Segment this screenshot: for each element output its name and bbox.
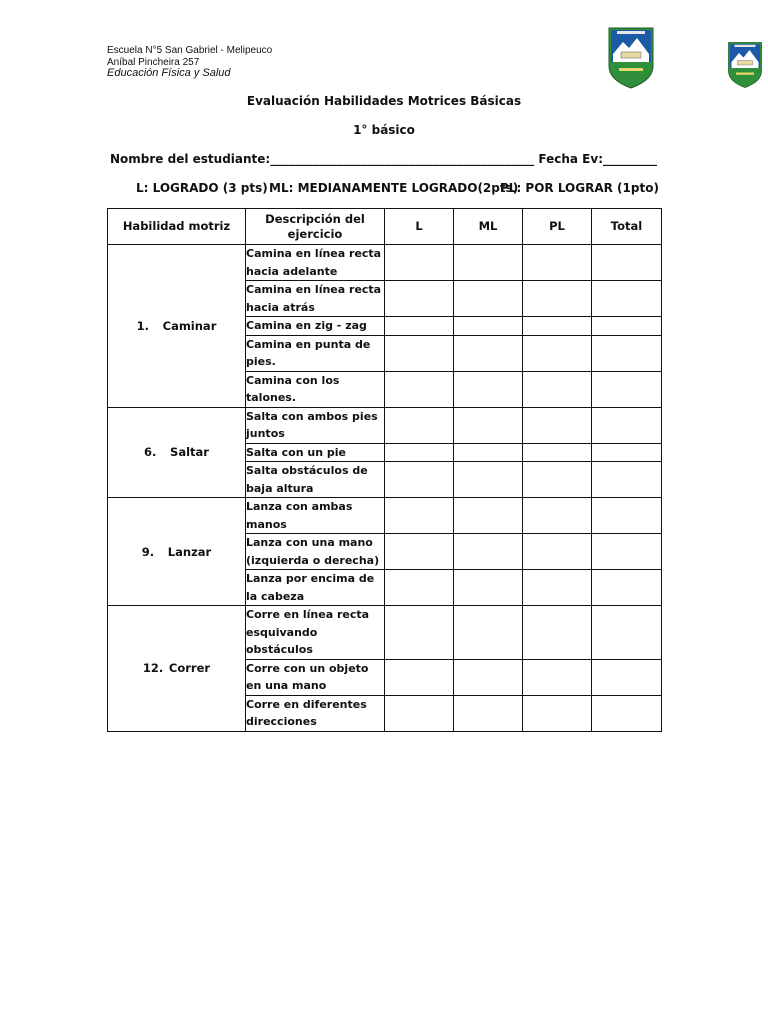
grade-level: 1° básico [353, 123, 415, 137]
header-total: Total [592, 209, 662, 245]
school-crest-icon [607, 26, 655, 90]
score-total-cell[interactable] [592, 371, 662, 407]
score-pl-cell[interactable] [523, 534, 592, 570]
score-l-cell[interactable] [385, 245, 454, 281]
exercise-description: Corre con un objeto en una mano [246, 659, 385, 695]
score-pl-cell[interactable] [523, 317, 592, 336]
score-ml-cell[interactable] [454, 245, 523, 281]
score-pl-cell[interactable] [523, 371, 592, 407]
legend-por-lograr: PL: POR LOGRAR (1pto) [500, 181, 659, 195]
score-pl-cell[interactable] [523, 245, 592, 281]
exercise-description: Lanza con ambas manos [246, 498, 385, 534]
score-total-cell[interactable] [592, 534, 662, 570]
skill-cell [108, 606, 246, 732]
score-pl-cell[interactable] [523, 443, 592, 462]
score-ml-cell[interactable] [454, 407, 523, 443]
school-name: Escuela N°5 San Gabriel - Melipeuco [107, 45, 273, 56]
header-l: L [385, 209, 454, 245]
skill-cell [108, 498, 246, 606]
score-total-cell[interactable] [592, 281, 662, 317]
skill-name: Correr [168, 661, 211, 676]
document-title: Evaluación Habilidades Motrices Básicas [246, 94, 522, 108]
score-ml-cell[interactable] [454, 570, 523, 606]
header-ml: ML [454, 209, 523, 245]
exercise-description: Camina en línea recta hacia adelante [246, 245, 385, 281]
legend-medianamente: ML: MEDIANAMENTE LOGRADO(2pts) [269, 181, 519, 195]
exercise-description: Salta con un pie [246, 443, 385, 462]
table-header-row [108, 209, 662, 245]
score-l-cell[interactable] [385, 695, 454, 731]
score-ml-cell[interactable] [454, 695, 523, 731]
exercise-description: Camina en línea recta hacia atrás [246, 281, 385, 317]
skill-name: Caminar [162, 318, 217, 333]
score-total-cell[interactable] [592, 659, 662, 695]
exercise-description: Camina en punta de pies. [246, 335, 385, 371]
skill-number: 9. [141, 544, 155, 559]
score-ml-cell[interactable] [454, 462, 523, 498]
score-pl-cell[interactable] [523, 407, 592, 443]
skill-cell [108, 245, 246, 408]
score-total-cell[interactable] [592, 443, 662, 462]
school-header [107, 45, 272, 80]
exercise-description: Lanza con una mano (izquierda o derecha) [246, 534, 385, 570]
school-crest-icon [727, 40, 763, 90]
score-l-cell[interactable] [385, 659, 454, 695]
score-total-cell[interactable] [592, 695, 662, 731]
table-row [108, 407, 662, 443]
exercise-description: Salta con ambos pies juntos [246, 407, 385, 443]
score-l-cell[interactable] [385, 606, 454, 660]
score-total-cell[interactable] [592, 407, 662, 443]
score-pl-cell[interactable] [523, 606, 592, 660]
score-l-cell[interactable] [385, 570, 454, 606]
score-pl-cell[interactable] [523, 695, 592, 731]
score-total-cell[interactable] [592, 498, 662, 534]
score-pl-cell[interactable] [523, 462, 592, 498]
score-total-cell[interactable] [592, 317, 662, 336]
score-ml-cell[interactable] [454, 659, 523, 695]
score-l-cell[interactable] [385, 317, 454, 336]
legend-logrado: L: LOGRADO (3 pts) [136, 181, 268, 195]
score-l-cell[interactable] [385, 462, 454, 498]
score-ml-cell[interactable] [454, 335, 523, 371]
score-pl-cell[interactable] [523, 281, 592, 317]
score-pl-cell[interactable] [523, 498, 592, 534]
score-pl-cell[interactable] [523, 659, 592, 695]
school-address: Aníbal Pincheira 257 [107, 56, 200, 68]
table-row [108, 606, 662, 660]
department-name: Educación Física y Salud [107, 67, 231, 79]
student-name-date-line: Nombre del estudiante:____________________________________________ Fecha Ev:_________ [110, 152, 657, 166]
header-description: Descripción del ejercicio [246, 209, 385, 245]
exercise-description: Camina en zig - zag [246, 317, 385, 336]
exercise-description: Lanza por encima de la cabeza [246, 570, 385, 606]
score-l-cell[interactable] [385, 498, 454, 534]
skill-name: Lanzar [167, 544, 212, 559]
score-total-cell[interactable] [592, 462, 662, 498]
score-l-cell[interactable] [385, 335, 454, 371]
score-pl-cell[interactable] [523, 570, 592, 606]
score-ml-cell[interactable] [454, 371, 523, 407]
evaluation-table [107, 208, 662, 732]
exercise-description: Salta obstáculos de baja altura [246, 462, 385, 498]
score-ml-cell[interactable] [454, 281, 523, 317]
exercise-description: Corre en diferentes direcciones [246, 695, 385, 731]
score-l-cell[interactable] [385, 443, 454, 462]
skill-number: 1. [136, 318, 149, 333]
score-ml-cell[interactable] [454, 443, 523, 462]
score-ml-cell[interactable] [454, 317, 523, 336]
score-ml-cell[interactable] [454, 534, 523, 570]
header-pl: PL [523, 209, 592, 245]
exercise-description: Camina con los talones. [246, 371, 385, 407]
score-total-cell[interactable] [592, 335, 662, 371]
skill-name: Saltar [170, 445, 209, 460]
score-l-cell[interactable] [385, 407, 454, 443]
score-ml-cell[interactable] [454, 606, 523, 660]
skill-cell [108, 407, 246, 498]
score-l-cell[interactable] [385, 371, 454, 407]
exercise-description: Corre en línea recta esquivando obstáculos [246, 606, 385, 660]
score-pl-cell[interactable] [523, 335, 592, 371]
score-l-cell[interactable] [385, 281, 454, 317]
skill-number: 12. [142, 661, 164, 676]
score-l-cell[interactable] [385, 534, 454, 570]
table-row [108, 498, 662, 534]
score-ml-cell[interactable] [454, 498, 523, 534]
table-row [108, 245, 662, 281]
header-skill: Habilidad motriz [108, 209, 246, 245]
score-total-cell[interactable] [592, 570, 662, 606]
skill-number: 6. [144, 445, 157, 460]
score-total-cell[interactable] [592, 245, 662, 281]
score-total-cell[interactable] [592, 606, 662, 660]
